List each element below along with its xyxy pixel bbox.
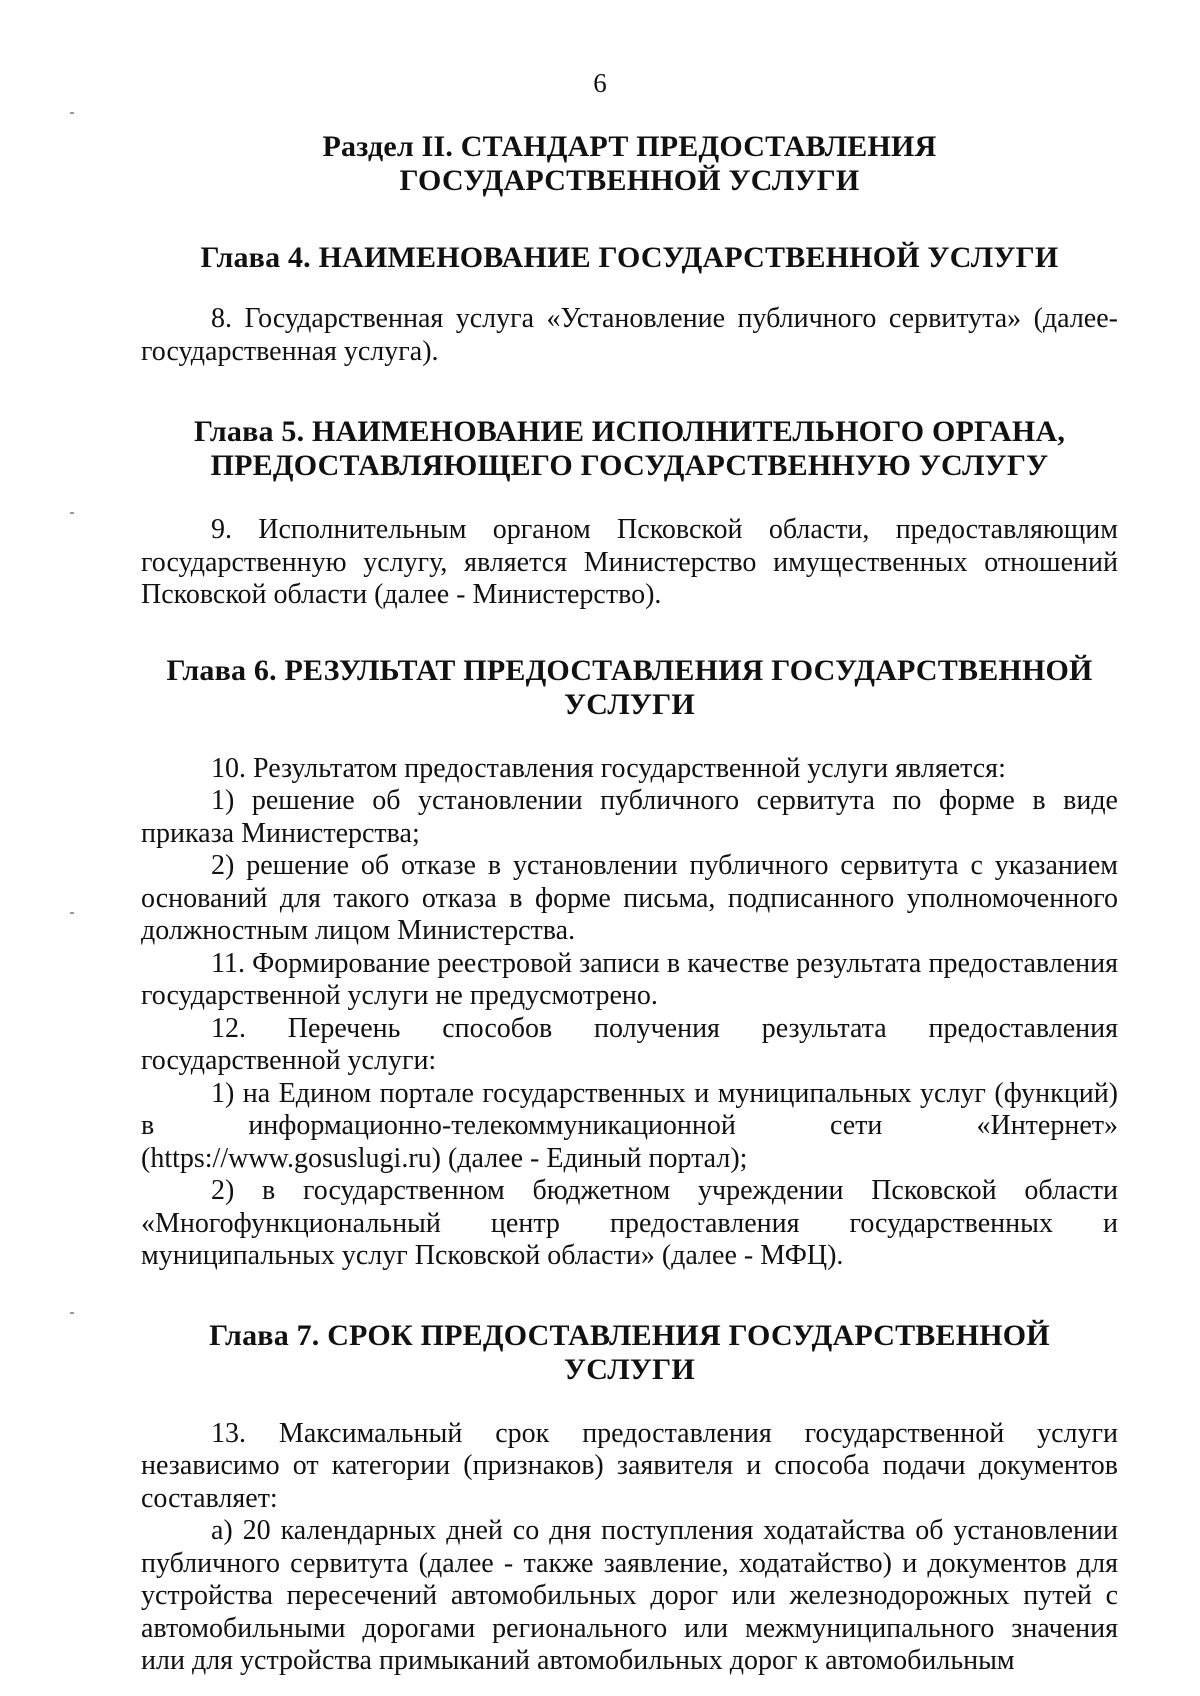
paragraph: 12. Перечень способов получения результата предоставления государственной услуги: xyxy=(141,1012,1118,1076)
paragraph: 8. Государственная услуга «Установление публичного сервитута» (далее-государственная услуга). xyxy=(141,303,1118,367)
paragraph: 2) в государственном бюджетном учреждении Псковской области «Многофункциональный центр предоставления государственных и муниципальных услуг Псковской области» (далее - МФЦ). xyxy=(141,1175,1118,1271)
scan-margin-mark xyxy=(70,1312,74,1314)
chapter-7-body xyxy=(141,1418,1118,1678)
scan-margin-mark xyxy=(70,912,74,914)
chapter-5-body xyxy=(141,514,1118,612)
chapter-6-body xyxy=(141,753,1118,1273)
paragraph: 13. Максимальный срок предоставления государственной услуги независимо от категории (признаков) заявителя и способа подачи документов составляет: xyxy=(141,1417,1118,1514)
paragraph: 2) решение об отказе в установлении публичного сервитута с указанием оснований для такого отказа в форме письма, подписанного уполномоченного должностным лицом Министерства. xyxy=(141,850,1118,946)
chapter-7-title: Глава 7. СРОК ПРЕДОСТАВЛЕНИЯ ГОСУДАРСТВЕННОЙ УСЛУГИ xyxy=(209,1318,1050,1386)
scan-margin-mark xyxy=(70,112,74,114)
paragraph: 9. Исполнительным органом Псковской области, предоставляющим государственную услугу, является Министерство имущественных отношений Псковской области (далее - Министерство). xyxy=(141,514,1118,610)
page-number: 6 xyxy=(593,68,607,98)
paragraph: 11. Формирование реестровой записи в качестве результата предоставления государственной услуги не предусмотрено. xyxy=(141,947,1118,1011)
chapter-5-title: Глава 5. НАИМЕНОВАНИЕ ИСПОЛНИТЕЛЬНОГО ОРГАНА, ПРЕДОСТАВЛЯЮЩЕГО ГОСУДАРСТВЕННУЮ УСЛУГУ xyxy=(193,415,1066,482)
chapter-4-title: Глава 4. НАИМЕНОВАНИЕ ГОСУДАРСТВЕННОЙ УСЛУГИ xyxy=(200,241,1059,274)
chapter-6-title: Глава 6. РЕЗУЛЬТАТ ПРЕДОСТАВЛЕНИЯ ГОСУДАРСТВЕННОЙ УСЛУГИ xyxy=(166,653,1093,721)
document-body xyxy=(141,120,1118,1678)
paragraph: 1) решение об установлении публичного сервитута по форме в виде приказа Министерства; xyxy=(141,785,1118,849)
paragraph: 10. Результатом предоставления государственной услуги является: xyxy=(211,752,1006,784)
scan-margin-mark xyxy=(70,512,74,514)
paragraph: а) 20 календарных дней со дня поступления ходатайства об установлении публичного сервитута (далее - также заявление, ходатайство) и документов для устройства пересечений автомобильных дорог или железнодорожных путей с автомобильными дорогами регионального или межмуниципального значения или для устройства примыканий автомобильных дорог к автомобильным xyxy=(141,1515,1118,1676)
section-title: Раздел II. СТАНДАРТ ПРЕДОСТАВЛЕНИЯ ГОСУДАРСТВЕННОЙ УСЛУГИ xyxy=(322,130,937,197)
chapter-4-body xyxy=(141,303,1118,368)
paragraph: 1) на Едином портале государственных и муниципальных услуг (функций) в информационно-телекоммуникационной сети «Интернет» (https://www.gosuslugi.ru) (далее - Единый портал); xyxy=(141,1077,1118,1174)
